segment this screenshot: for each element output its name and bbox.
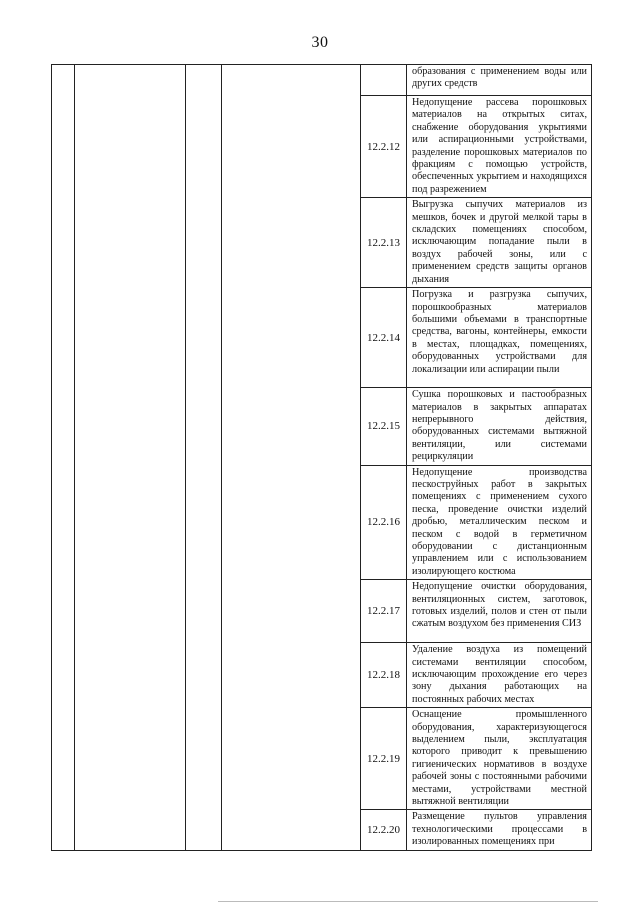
item-description: Размещение пультов управления технологическими процессами в изолированных помещениях при bbox=[407, 810, 592, 850]
item-description: Удаление воздуха из помещений системами вентиляции способом, исключающим прохождение его через зону дыхания работающих на постоянных рабочих местах bbox=[407, 643, 592, 708]
empty-cell-col-4 bbox=[222, 65, 361, 851]
item-number: 12.2.15 bbox=[361, 388, 407, 465]
scan-edge-line bbox=[0, 901, 640, 903]
item-description: Погрузка и разгрузка сыпучих, порошкообразных материалов большими объемами в транспортные средства, вагоны, контейнеры, емкости в местах, площадках, помещениях, оборудованных устройствами для локализации или аспирации пыли bbox=[407, 288, 592, 388]
item-number: 12.2.20 bbox=[361, 810, 407, 850]
item-number: 12.2.16 bbox=[361, 465, 407, 580]
item-number: 12.2.19 bbox=[361, 708, 407, 810]
item-description: Недопущение очистки оборудования, вентиляционных систем, заготовок, готовых изделий, полов и стен от пыли сжатым воздухом без применения СИЗ bbox=[407, 580, 592, 643]
page-number: 30 bbox=[311, 34, 329, 51]
item-number bbox=[361, 65, 407, 96]
item-description: образования с применением воды или других средств bbox=[407, 65, 592, 96]
item-number: 12.2.13 bbox=[361, 198, 407, 288]
item-number: 12.2.14 bbox=[361, 288, 407, 388]
item-description: Недопущение рассева порошковых материалов на открытых ситах, снабжение оборудования укрытиями или аспирационными устройствами, разделение порошковых материалов по фракциям с помощью устройств, обеспеченных укрытием и находящихся под разрежением bbox=[407, 96, 592, 198]
item-number: 12.2.12 bbox=[361, 96, 407, 198]
item-description: Недопущение производства пескоструйных работ в закрытых помещениях с применением сухого песка, проведение очистки изделий дробью, металлическим песком и песком с водой в герметичном оборудовании с дистанционным управлением или с использованием изолирующего костюма bbox=[407, 465, 592, 580]
requirements-table bbox=[51, 64, 592, 851]
empty-cell-col-2 bbox=[75, 65, 186, 851]
table-row bbox=[52, 65, 592, 96]
item-number: 12.2.18 bbox=[361, 643, 407, 708]
empty-cell-col-3 bbox=[186, 65, 222, 851]
item-description: Оснащение промышленного оборудования, характеризующегося выделением пыли, эксплуатация которого приводит к превышению гигиенических нормативов в воздухе рабочей зоны с постоянными рабочими местами, устройствами местной вытяжной вентиляции bbox=[407, 708, 592, 810]
item-number: 12.2.17 bbox=[361, 580, 407, 643]
empty-cell-col-1 bbox=[52, 65, 75, 851]
item-description: Выгрузка сыпучих материалов из мешков, бочек и другой мелкой тары в складских помещениях способом, исключающим попадание пыли в воздух рабочей зоны, или с применением средств защиты органов дыхания bbox=[407, 198, 592, 288]
item-description: Сушка порошковых и пастообразных материалов в закрытых аппаратах непрерывного действия, оборудованных системами вытяжной вентиляции, или системами рециркуляции bbox=[407, 388, 592, 465]
